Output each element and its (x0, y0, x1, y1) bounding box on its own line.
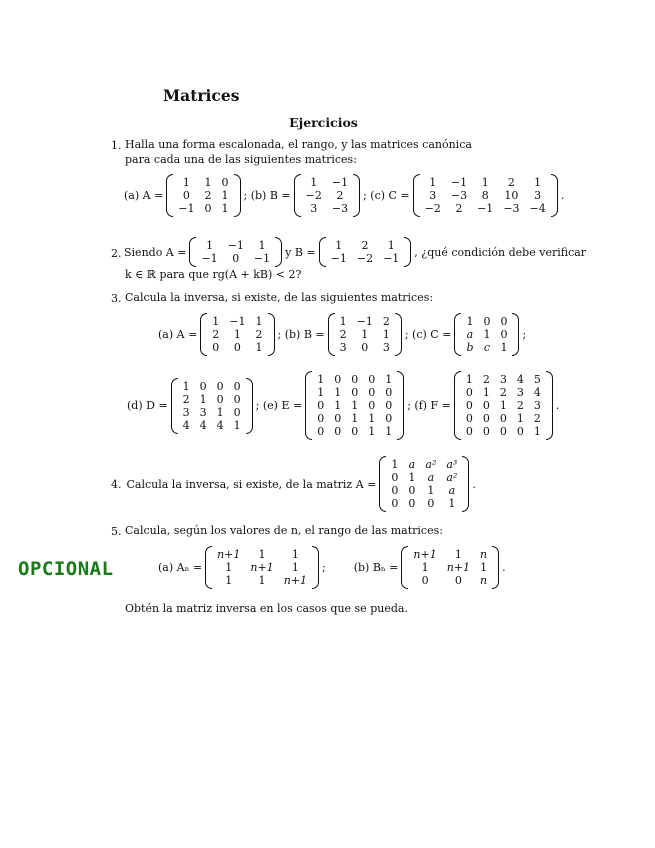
left-bracket (328, 313, 335, 356)
matrix-cell: b (466, 341, 474, 354)
exercise-3-line1: Calcula la inversa, si existe, de las siguientes matrices: (125, 291, 434, 304)
matrix-cell: 1 (335, 239, 343, 252)
matrix-cell: −4 (529, 202, 546, 215)
matrix-row (420, 176, 551, 189)
matrix-cell: 1 (408, 471, 416, 484)
matrix-cell: 1 (465, 373, 473, 386)
right-bracket (462, 456, 469, 512)
left-bracket (413, 174, 420, 217)
matrix-cell: 1 (206, 239, 214, 252)
matrix-row (196, 252, 275, 265)
matrix-cell: 3 (339, 341, 347, 354)
matrix-cell: 1 (466, 315, 474, 328)
matrix-cell: 1 (258, 548, 266, 561)
matrix-cell: 2 (339, 328, 347, 341)
exercise-4 (111, 456, 476, 512)
matrix-cell: n+1 (413, 548, 437, 561)
matrix-row (386, 458, 462, 471)
matrix-cell: 1 (291, 561, 299, 574)
matrix-cell: 1 (317, 373, 325, 386)
matrix-row (461, 425, 546, 438)
left-bracket (166, 174, 173, 217)
matrix-cell: 0 (233, 405, 241, 419)
matrix-cell: −2 (424, 202, 441, 215)
ex2-post: , ¿qué condición debe verificar (414, 245, 587, 259)
matrix-cell: 0 (421, 574, 429, 587)
matrix-cell: a (408, 458, 416, 471)
matrix-cell: 1 (391, 458, 399, 471)
right-bracket (395, 313, 402, 356)
exercise-5-number: 5. (111, 525, 122, 538)
matrix-cell: 1 (182, 176, 190, 189)
matrix-cell: 1 (429, 176, 437, 189)
matrix-d (171, 378, 253, 434)
matrix-row (312, 412, 397, 425)
matrix-cell: 1 (351, 399, 359, 412)
matrix-cell: a² (425, 458, 437, 471)
matrix-row (335, 341, 395, 354)
matrix-cell: −1 (331, 176, 349, 189)
matrix-cell: n (480, 548, 488, 561)
matrix-cell: 8 (481, 189, 489, 202)
matrix-a-n (205, 546, 319, 589)
matrix-cell: 0 (233, 392, 241, 406)
exercise-5-matrices (158, 546, 506, 589)
matrix-cell: −1 (356, 315, 373, 328)
matrix-cell: 1 (516, 412, 524, 425)
matrix-b (294, 174, 360, 217)
ex3-c-label: ; (c) C = (404, 328, 452, 341)
matrix-cell: 1 (233, 328, 241, 341)
matrix-cell: −1 (229, 315, 246, 328)
matrix-cell: 1 (421, 561, 429, 574)
matrix-cell: 0 (334, 425, 342, 438)
matrix-cell: 1 (334, 386, 342, 399)
matrix-cell: 2 (499, 386, 507, 399)
matrix-row (461, 386, 546, 399)
exercise-1-matrices (124, 174, 564, 217)
exercise-5-line1: Calcula, según los valores de n, el rango de las matrices: (125, 524, 443, 537)
matrix-cell: 1 (339, 315, 347, 328)
matrix-cell: 0 (368, 386, 376, 399)
exercise-4-number: 4. (111, 477, 122, 491)
right-bracket (275, 237, 282, 267)
matrix-c (413, 174, 558, 217)
matrix-cell: 0 (482, 425, 490, 438)
matrix-row (408, 561, 492, 574)
matrix-row (386, 497, 462, 510)
exercise-5-note: Obtén la matriz inversa en los casos que se pueda. (125, 602, 408, 615)
matrix-cell: 4 (533, 386, 541, 399)
matrix-cell: 1 (310, 176, 318, 189)
exercise-3-row2 (127, 371, 559, 440)
ex2-pre: Siendo A = (124, 245, 187, 259)
matrix-cell: 2 (455, 202, 463, 215)
matrix-b (319, 237, 412, 267)
matrix-cell: 1 (448, 497, 456, 510)
matrix-row (326, 239, 405, 252)
ex1-a-label: (a) A = (124, 189, 164, 202)
matrix-row (335, 328, 395, 341)
matrix-cell: −1 (201, 252, 218, 265)
right-bracket (234, 174, 241, 217)
matrix-cell: 1 (387, 239, 395, 252)
matrix-cell: 2 (336, 189, 344, 202)
matrix-row (326, 252, 405, 265)
matrix-cell: 0 (232, 252, 240, 265)
matrix-row (301, 202, 353, 215)
matrix-cell: 2 (182, 392, 190, 406)
matrix-cell: 0 (221, 176, 229, 189)
matrix-cell: 3 (534, 189, 542, 202)
matrix-row (178, 393, 246, 406)
matrix-cell: 0 (182, 189, 190, 202)
right-bracket (268, 313, 275, 356)
matrix-row (207, 315, 267, 328)
matrix-cell: 1 (368, 425, 376, 438)
matrix-cell: 0 (465, 412, 473, 425)
left-bracket (205, 546, 212, 589)
ex5-b-label: (b) Bₙ = (353, 561, 399, 574)
matrix-row (212, 548, 312, 561)
matrix-cell: 3 (499, 373, 507, 386)
right-bracket (353, 174, 360, 217)
matrix-cell: 0 (351, 386, 359, 399)
matrix-cell: −1 (477, 202, 494, 215)
matrix-cell: 1 (255, 341, 263, 354)
matrix-row (461, 412, 546, 425)
matrix-cell: a (448, 484, 456, 497)
matrix-cell: 1 (481, 176, 489, 189)
matrix-cell: −1 (178, 202, 195, 215)
matrix-cell: 0 (351, 373, 359, 386)
matrix-b-n (401, 546, 499, 589)
matrix-row (301, 189, 353, 202)
exercise-1-number: 1. (111, 139, 122, 152)
matrix-cell: 0 (199, 379, 207, 393)
matrix-row (386, 484, 462, 497)
matrix-row (408, 574, 492, 587)
matrix-row (173, 202, 233, 215)
matrix-cell: 0 (334, 373, 342, 386)
matrix-cell: −1 (253, 252, 271, 265)
exercise-2-line1 (124, 237, 586, 267)
matrix-cell: 4 (516, 373, 524, 386)
matrix-cell: 3 (533, 399, 541, 412)
matrix-cell: 0 (317, 399, 325, 412)
matrix-cell: 0 (233, 379, 241, 393)
matrix-cell: 0 (499, 425, 507, 438)
left-bracket (379, 456, 386, 512)
matrix-cell: a² (446, 471, 458, 484)
matrix-cell: 1 (225, 574, 233, 587)
matrix-row (461, 341, 512, 354)
matrix-row (461, 399, 546, 412)
left-bracket (319, 237, 326, 267)
ex3-a-label: (a) A = (158, 328, 198, 341)
left-bracket (171, 378, 178, 434)
matrix-row (178, 419, 246, 432)
matrix-cell: 0 (212, 341, 220, 354)
matrix-cell: −2 (305, 189, 322, 202)
matrix-cell: 3 (182, 405, 190, 419)
matrix-cell: 1 (534, 176, 542, 189)
left-bracket (401, 546, 408, 589)
matrix-row (312, 386, 397, 399)
left-bracket (305, 371, 312, 440)
matrix-cell: 0 (500, 315, 508, 328)
optional-label: OPCIONAL (18, 558, 114, 580)
matrix-cell: 0 (233, 341, 241, 354)
matrix-row (386, 471, 462, 484)
ex1-final: . (560, 189, 565, 202)
matrix-cell: 0 (351, 425, 359, 438)
section-heading: Ejercicios (289, 115, 358, 130)
matrix-cell: 2 (204, 189, 212, 202)
matrix-cell: 1 (361, 328, 369, 341)
matrix-cell: 1 (225, 561, 233, 574)
matrix-row (196, 239, 275, 252)
ex3-sep: ; (522, 328, 527, 341)
matrix-cell: −3 (503, 202, 520, 215)
left-bracket (294, 174, 301, 217)
ex3-b-label: ; (b) B = (277, 328, 325, 341)
matrix-cell: 1 (258, 574, 266, 587)
ex3-d-label: (d) D = (127, 399, 168, 412)
matrix-cell: n+1 (250, 561, 274, 574)
matrix-cell: 0 (499, 412, 507, 425)
matrix-cell: 0 (334, 412, 342, 425)
right-bracket (312, 546, 319, 589)
left-bracket (454, 371, 461, 440)
matrix-cell: 10 (504, 189, 519, 202)
matrix-cell: 2 (255, 328, 263, 341)
matrix-cell: a (466, 328, 474, 341)
matrix-row (312, 425, 397, 438)
matrix-row (420, 189, 551, 202)
matrix-cell: 1 (221, 202, 229, 215)
ex1-c-label: ; (c) C = (363, 189, 410, 202)
matrix-cell: 2 (382, 315, 390, 328)
matrix-cell: 1 (533, 425, 541, 438)
matrix-e (305, 371, 404, 440)
matrix-row (212, 574, 312, 587)
matrix-cell: 0 (385, 399, 393, 412)
matrix-cell: 0 (408, 484, 416, 497)
matrix-cell: 1 (221, 189, 229, 202)
right-bracket (246, 378, 253, 434)
matrix-cell: 0 (204, 202, 212, 215)
matrix-cell: 1 (212, 315, 220, 328)
exercise-1-line1: Halla una forma escalonada, el rango, y las matrices canónica (125, 138, 472, 151)
matrix-cell: 1 (317, 386, 325, 399)
matrix-row (420, 202, 551, 215)
matrix-cell: 0 (482, 399, 490, 412)
matrix-cell: 0 (465, 425, 473, 438)
matrix-cell: 0 (391, 471, 399, 484)
matrix-cell: 3 (310, 202, 318, 215)
matrix-row (461, 315, 512, 328)
ex1-b-label: ; (b) B = (243, 189, 291, 202)
matrix-cell: n (480, 574, 488, 587)
matrix-cell: 2 (212, 328, 220, 341)
matrix-cell: 4 (199, 418, 207, 432)
matrix-cell: 0 (516, 425, 524, 438)
left-bracket (200, 313, 207, 356)
matrix-cell: n+1 (217, 548, 241, 561)
matrix-row (301, 176, 353, 189)
matrix-cell: 0 (216, 392, 224, 406)
ex5-a-label: (a) Aₙ = (158, 561, 203, 574)
matrix-cell: −1 (227, 239, 244, 252)
matrix-cell: 2 (507, 176, 515, 189)
matrix-cell: 1 (454, 548, 462, 561)
matrix-cell: 4 (182, 418, 190, 432)
matrix-cell: 0 (317, 425, 325, 438)
matrix-cell: 0 (368, 399, 376, 412)
matrix-cell: c (483, 341, 491, 354)
matrix-row (173, 189, 233, 202)
left-bracket (454, 313, 461, 356)
matrix-cell: 0 (391, 497, 399, 510)
matrix-cell: 1 (482, 386, 490, 399)
matrix-row (461, 373, 546, 386)
matrix-cell: 1 (182, 379, 190, 393)
right-bracket (551, 174, 558, 217)
exercise-2-number: 2. (111, 247, 122, 260)
matrix-row (335, 315, 395, 328)
matrix-cell: 0 (465, 386, 473, 399)
matrix-cell: 1 (385, 425, 393, 438)
ex5-sep: ; (322, 561, 326, 574)
matrix-row (212, 561, 312, 574)
matrix-cell: 1 (216, 405, 224, 419)
matrix-b (328, 313, 402, 356)
matrix-cell: n+1 (446, 561, 471, 574)
matrix-f (454, 371, 553, 440)
matrix-cell: a (427, 471, 435, 484)
ex3-f-label: ; (f) F = (407, 399, 451, 412)
exercise-3-row1 (158, 313, 526, 356)
matrix-cell: 0 (454, 574, 462, 587)
matrix-cell: 1 (233, 418, 241, 432)
matrix-row (178, 380, 246, 393)
ex4-final: . (472, 477, 476, 491)
matrix-cell: 5 (533, 373, 541, 386)
matrix-cell: 0 (427, 497, 435, 510)
matrix-cell: 1 (199, 392, 207, 406)
matrix-cell: 1 (382, 328, 390, 341)
matrix-cell: −3 (331, 202, 349, 215)
matrix-cell: 1 (499, 399, 507, 412)
right-bracket (404, 237, 411, 267)
matrix-a (200, 313, 274, 356)
left-bracket (189, 237, 196, 267)
matrix-cell: 1 (291, 548, 299, 561)
matrix-row (312, 399, 397, 412)
matrix-cell: 0 (465, 399, 473, 412)
matrix-row (408, 548, 492, 561)
matrix-cell: 0 (216, 379, 224, 393)
matrix-a (166, 174, 240, 217)
exercise-2-line2: k ∈ ℝ para que rg(A + kB) < 2? (125, 268, 302, 281)
matrix-cell: 1 (255, 315, 263, 328)
matrix-cell: 2 (482, 373, 490, 386)
matrix-cell: 4 (216, 418, 224, 432)
matrix-cell: 0 (361, 341, 369, 354)
ex3-e-label: ; (e) E = (255, 399, 303, 412)
matrix-cell: 0 (482, 412, 490, 425)
matrix-cell: 2 (533, 412, 541, 425)
ex3-final: . (555, 399, 560, 412)
matrix-row (461, 328, 512, 341)
matrix-cell: 1 (334, 399, 342, 412)
matrix-cell: 0 (385, 386, 393, 399)
matrix-cell: 0 (368, 373, 376, 386)
ex5-final: . (502, 561, 506, 574)
matrix-cell: 2 (516, 399, 524, 412)
matrix-a (379, 456, 469, 512)
right-bracket (546, 371, 553, 440)
ex2-mid: y B = (285, 245, 316, 259)
matrix-cell: 1 (385, 373, 393, 386)
matrix-cell: 1 (483, 328, 491, 341)
right-bracket (492, 546, 499, 589)
matrix-cell: 0 (317, 412, 325, 425)
matrix-cell: n+1 (283, 574, 307, 587)
matrix-cell: 2 (361, 239, 369, 252)
matrix-cell: 3 (199, 405, 207, 419)
matrix-cell: 1 (500, 341, 508, 354)
matrix-row (173, 176, 233, 189)
matrix-cell: 1 (427, 484, 435, 497)
matrix-cell: 0 (483, 315, 491, 328)
right-bracket (512, 313, 519, 356)
matrix-row (178, 406, 246, 419)
matrix-cell: 1 (204, 176, 212, 189)
matrix-cell: a³ (446, 458, 458, 471)
matrix-cell: 3 (382, 341, 390, 354)
matrix-cell: 0 (408, 497, 416, 510)
matrix-cell: 0 (500, 328, 508, 341)
matrix-cell: 0 (391, 484, 399, 497)
matrix-cell: 0 (385, 412, 393, 425)
exercise-3-number: 3. (111, 292, 122, 305)
matrix-row (312, 373, 397, 386)
matrix-cell: 1 (351, 412, 359, 425)
matrix-cell: 1 (480, 561, 488, 574)
page-title: Matrices (163, 86, 240, 105)
matrix-a (189, 237, 282, 267)
exercise-1-line2: para cada una de las siguientes matrices: (125, 153, 357, 166)
right-bracket (397, 371, 404, 440)
matrix-cell: −1 (383, 252, 400, 265)
matrix-cell: −1 (450, 176, 468, 189)
matrix-cell: 3 (429, 189, 437, 202)
exercise-4-text: Calcula la inversa, si existe, de la matriz A = (126, 477, 377, 491)
matrix-row (207, 341, 267, 354)
matrix-cell: 1 (258, 239, 266, 252)
matrix-cell: −2 (356, 252, 374, 265)
matrix-cell: −1 (330, 252, 347, 265)
matrix-c (454, 313, 519, 356)
matrix-cell: −3 (450, 189, 468, 202)
matrix-row (207, 328, 267, 341)
matrix-cell: 1 (368, 412, 376, 425)
matrix-cell: 3 (516, 386, 524, 399)
